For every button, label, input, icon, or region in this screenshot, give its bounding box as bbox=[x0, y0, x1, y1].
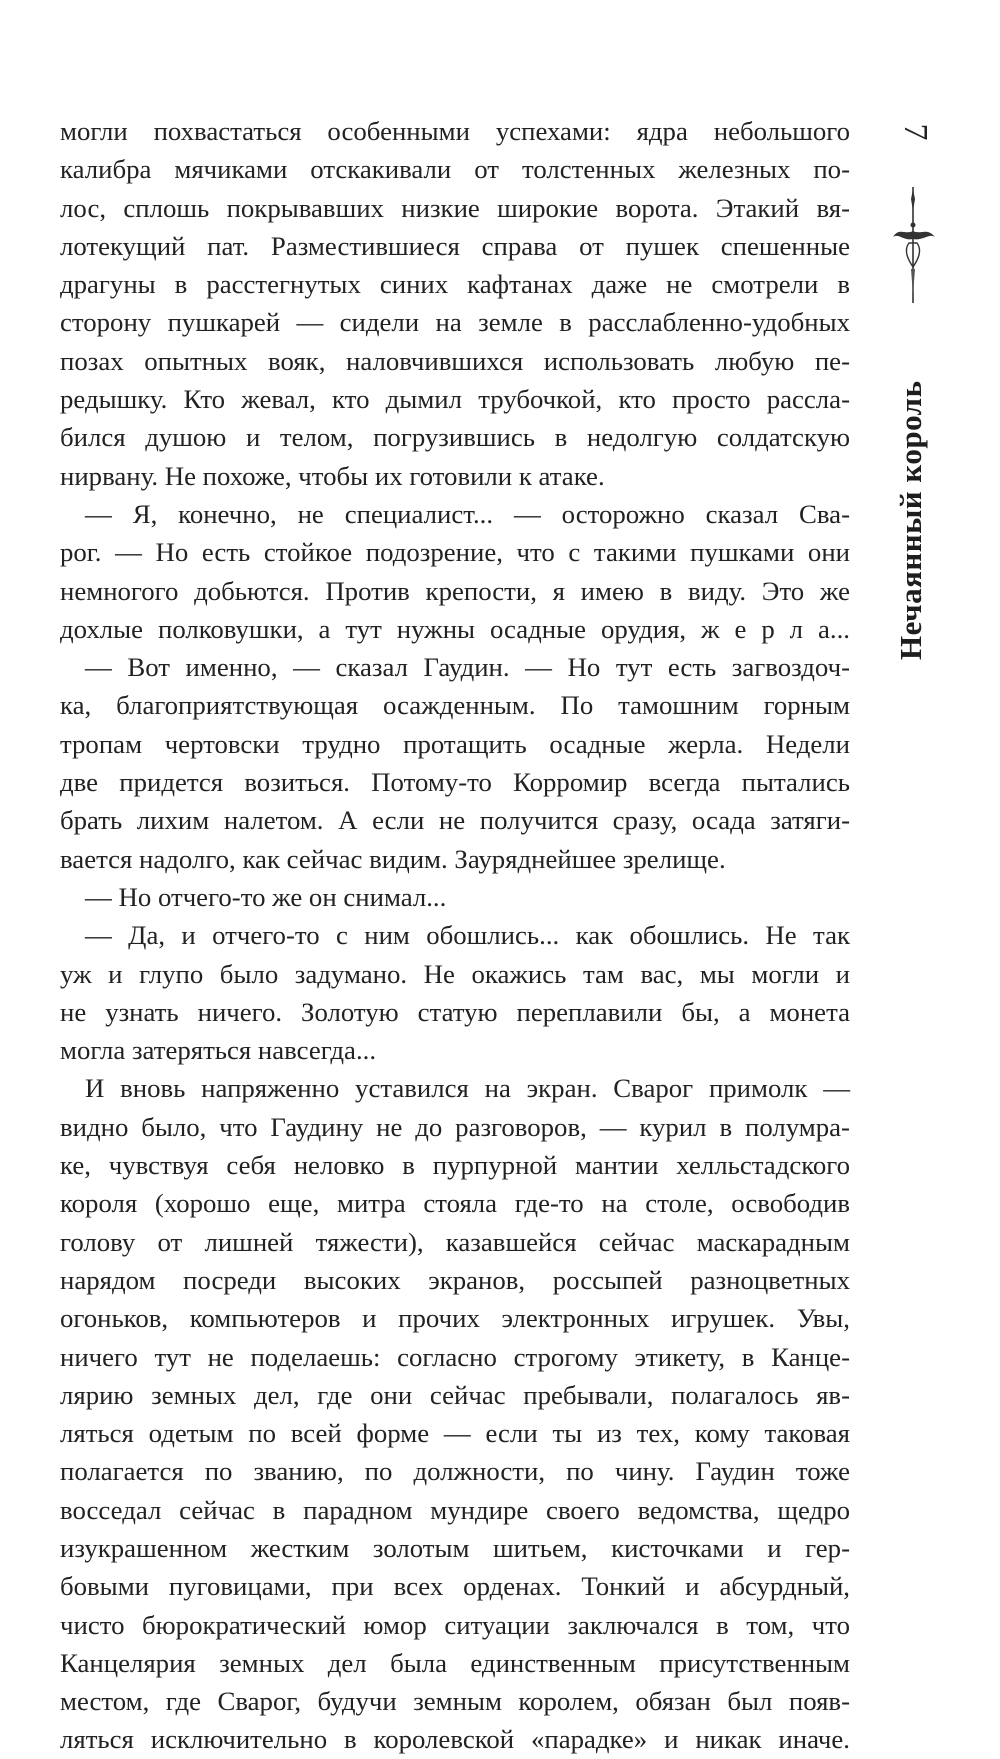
text-line: ляться одетым по всей форме — если ты из тех, кому таковая bbox=[60, 1418, 850, 1449]
text-line: две придется возиться. Потому-то Корромир всегда пытались bbox=[60, 767, 850, 798]
page-number: 7 bbox=[897, 123, 934, 141]
text-line: калибра мячиками отскакивали от толстенных железных по- bbox=[60, 154, 850, 185]
text-line: И вновь напряженно уставился на экран. Сварог примолк — bbox=[85, 1073, 850, 1104]
text-line: лярию земных дел, где они сейчас пребывали, полагалось яв- bbox=[60, 1379, 850, 1410]
text-line: нирвану. Не похоже, чтобы их готовили к атаке. bbox=[60, 460, 605, 491]
text-line: бовыми пуговицами, при всех орденах. Тонкий и абсурдный, bbox=[60, 1571, 850, 1602]
sword-ornament-icon bbox=[889, 185, 939, 305]
text-line: ляться исключительно в королевской «парадке» и никак иначе. bbox=[60, 1724, 850, 1755]
text-line: дохлые полковушки, а тут нужны осадные орудия, ж е р л а... bbox=[60, 613, 850, 644]
text-line: — Я, конечно, не специалист... — осторожно сказал Сва- bbox=[85, 498, 850, 529]
text-line: бился душою и телом, погрузившись в недолгую солдатскую bbox=[60, 422, 850, 453]
text-line: — Но отчего-то же он снимал... bbox=[85, 881, 447, 912]
text-line: ничего тут не поделаешь: согласно строгому этикету, в Канце- bbox=[60, 1341, 850, 1372]
text-line: лотекущий пат. Разместившиеся справа от пушек спешенные bbox=[60, 230, 850, 261]
text-line: ка, благоприятствующая осажденным. По тамошним горным bbox=[60, 690, 850, 721]
body-text bbox=[60, 112, 850, 1759]
text-line: восседал сейчас в парадном мундире своего ведомства, щедро bbox=[60, 1494, 850, 1525]
text-line: драгуны в расстегнутых синих кафтанах даже не смотрели в bbox=[60, 269, 850, 300]
text-line: не узнать ничего. Золотую статую переплавили бы, а монета bbox=[60, 996, 850, 1027]
text-line: тропам чертовски трудно протащить осадные жерла. Недели bbox=[60, 728, 850, 759]
text-line: — Вот именно, — сказал Гаудин. — Но тут есть загвоздоч- bbox=[85, 652, 850, 683]
text-line: брать лихим налетом. А если не получится сразу, осада затяги- bbox=[60, 805, 850, 836]
text-line: местом, где Сварог, будучи земным королем, обязан был появ- bbox=[60, 1686, 850, 1717]
text-line: Канцелярия земных дел была единственным присутственным bbox=[60, 1647, 850, 1678]
text-line: полагается по званию, по должности, по чину. Гаудин тоже bbox=[60, 1456, 850, 1487]
running-title-text: Нечаянный король bbox=[893, 380, 928, 660]
text-line: огоньков, компьютеров и прочих электронных игрушек. Увы, bbox=[60, 1303, 850, 1334]
text-line: рог. — Но есть стойкое подозрение, что с такими пушками они bbox=[60, 537, 850, 568]
text-line: уж и глупо было задумано. Не окажись там вас, мы могли и bbox=[60, 958, 850, 989]
text-line: ке, чувствуя себя неловко в пурпурной мантии хелльстадского bbox=[60, 1150, 850, 1181]
text-line: видно было, что Гаудину не до разговоров, — курил в полумра- bbox=[60, 1111, 850, 1142]
text-line: чисто бюрократический юмор ситуации заключался в том, что bbox=[60, 1609, 850, 1640]
text-line: редышку. Кто жевал, кто дымил трубочкой, кто просто рассла- bbox=[60, 384, 850, 415]
text-line: голову от лишней тяжести), казавшейся сейчас маскарадным bbox=[60, 1226, 850, 1257]
text-line: — Да, и отчего-то с ним обошлись... как обошлись. Не так bbox=[85, 920, 850, 951]
text-line: позах опытных вояк, наловчившихся использовать любую пе- bbox=[60, 345, 850, 376]
text-line: нарядом посреди высоких экранов, россыпей разноцветных bbox=[60, 1264, 850, 1295]
text-line: могли похвастаться особенными успехами: ядра небольшого bbox=[60, 116, 850, 146]
text-line: изукрашенном жестким золотым шитьем, кисточками и гер- bbox=[60, 1532, 850, 1563]
text-line: немногого добьются. Против крепости, я имею в виду. Это же bbox=[60, 575, 850, 606]
text-line: вается надолго, как сейчас видим. Заурядней​шее зрелище. bbox=[60, 843, 726, 874]
text-line: лос, сплошь покрывавших низкие широкие ворота. Этакий вя- bbox=[60, 192, 850, 223]
text-line: могла затеряться навсегда... bbox=[60, 1035, 377, 1066]
text-line: сторону пушкарей — сидели на земле в расслабленно-удобных bbox=[60, 307, 850, 338]
text-line: короля (хорошо еще, митра стояла где-то на столе, освободив bbox=[60, 1188, 850, 1219]
